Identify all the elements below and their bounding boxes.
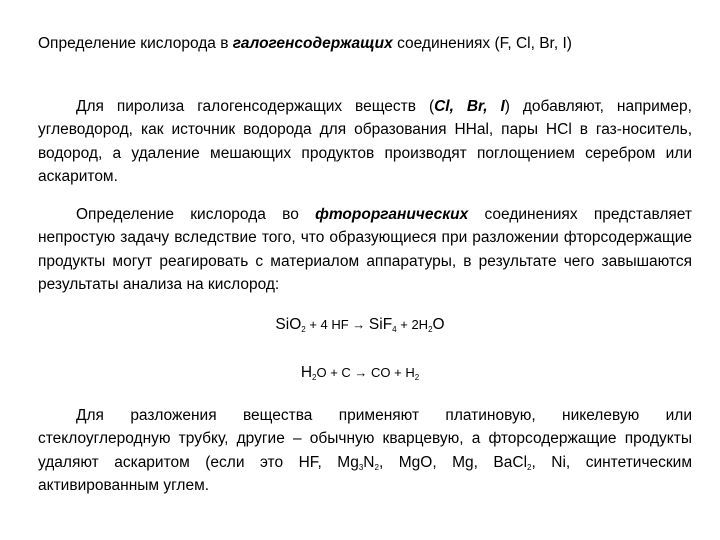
eq1-c: SiF: [368, 316, 393, 333]
eq2-b: O + C → CO + H: [316, 365, 415, 380]
paragraph3-sub1: 3: [358, 462, 364, 472]
equation-sio2-hf: [0, 314, 720, 336]
paragraph-decomposition: [38, 404, 692, 498]
eq1-d-sub: 2: [428, 325, 433, 334]
paragraph1-part2: ) добавляют, например, углеводород, как источник водорода для образования HHal, пары HCl в газ-носитель, водород, а удаление мешающих продуктов производят поглощением серебром или аскаритом.: [38, 98, 692, 186]
paragraph3-part3: , MgO, Mg, BaCl: [378, 453, 528, 471]
paragraph3-part2: N: [363, 453, 375, 471]
paragraph3-part1: Для разложения вещества применяют платиновую, никелевую или стеклоуглеродную трубку, другие – обычную кварцевую, а фторсодержащие продукты удаляют аскаритом (если это HF, Mg: [38, 407, 692, 471]
eq1-b: + 4 HF →: [305, 317, 369, 332]
eq1-d: + 2H: [396, 317, 429, 332]
paragraph3-sub3: 2: [527, 462, 532, 472]
paragraph2-part1: Определение кислорода во: [76, 206, 316, 223]
eq1-a-sub: 2: [301, 325, 306, 334]
eq2-b-sub: 2: [414, 373, 420, 382]
paragraph2-emphasis: фторорганических: [315, 206, 469, 223]
heading-suffix: соединениях (F, Cl, Br, I): [392, 35, 572, 52]
paragraph3-part4: , Ni, синтетическим активированным углем.: [38, 453, 692, 495]
eq2-a-sub: 2: [312, 373, 317, 382]
paragraph-fluoroorganic: [38, 203, 692, 297]
heading-emphasis: галогенсодержащих: [232, 35, 393, 52]
slide-heading: [38, 33, 572, 55]
equation-h2o-c: [0, 362, 720, 384]
paragraph1-emphasis: Cl, Br, I: [434, 98, 505, 115]
paragraph1-part1: Для пиролиза галогенсодержащих веществ (: [76, 98, 435, 115]
eq2-a: H: [300, 364, 313, 381]
paragraph3-sub2: 2: [374, 462, 379, 472]
eq1-c-sub: 4: [392, 325, 397, 334]
eq1-a: SiO: [275, 316, 302, 333]
heading-prefix: Определение кислорода в: [38, 35, 233, 52]
paragraph2-part2: соединениях представляет непростую задачу вследствие того, что образующиеся при разложении фторсодержащие продукты могут реагировать с материалом аппаратуры, в результате чего завышаются результаты анализа на кислород:: [38, 206, 692, 294]
eq1-e: O: [432, 316, 445, 333]
paragraph-pyrolysis: [38, 95, 692, 189]
